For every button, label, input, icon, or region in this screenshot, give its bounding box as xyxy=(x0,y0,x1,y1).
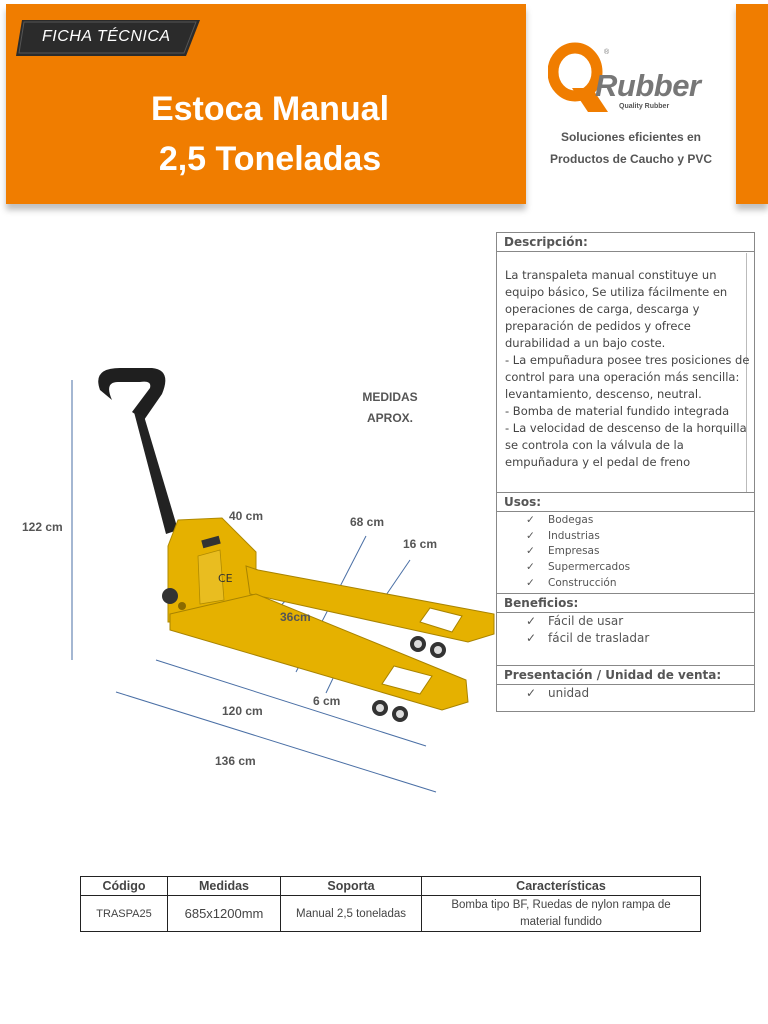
descripcion-text xyxy=(505,267,750,471)
cell-caracteristicas xyxy=(422,896,701,932)
dim-136: 136 cm xyxy=(215,754,256,768)
desc-line: levantamiento, descenso, neutral. xyxy=(505,387,702,401)
usos-item: Supermercados xyxy=(548,561,631,573)
check-icon: ✓ xyxy=(526,561,535,573)
list-item xyxy=(526,614,623,628)
check-icon: ✓ xyxy=(526,545,535,557)
list-item xyxy=(526,577,617,589)
cell-codigo: TRASPA25 xyxy=(81,896,168,932)
slogan xyxy=(546,126,716,170)
desc-line: equipo básico, Se utiliza fácilmente en xyxy=(505,285,728,299)
desc-line: preparación de pedidos y ofrece xyxy=(505,319,691,333)
desc-line: control para una operación más sencilla: xyxy=(505,370,740,384)
list-item xyxy=(526,530,600,542)
logo-tagline: Quality Rubber xyxy=(619,103,670,110)
dim-120: 120 cm xyxy=(222,704,263,718)
list-item xyxy=(526,686,589,700)
qrubber-logo xyxy=(548,42,728,118)
title-line-1: Estoca Manual xyxy=(150,90,390,128)
beneficios-item: fácil de trasladar xyxy=(548,631,650,645)
ficha-tecnica-label: FICHA TÉCNICA xyxy=(42,28,171,45)
medidas-line-1: MEDIDAS xyxy=(362,390,418,404)
desc-line: empuñadura y el pedal de freno xyxy=(505,455,691,469)
page-title xyxy=(100,84,440,184)
dim-6: 6 cm xyxy=(313,694,341,708)
caracteristicas-line-2: material fundido xyxy=(520,915,602,928)
desc-line: operaciones de carga, descarga y xyxy=(505,302,700,316)
col-header-soporta: Soporta xyxy=(281,877,422,896)
usos-item: Bodegas xyxy=(548,514,594,526)
logo-registered-mark: ® xyxy=(604,49,610,56)
ficha-tecnica-tag xyxy=(16,20,196,54)
beneficios-heading: Beneficios: xyxy=(497,594,754,613)
title-line-2: 2,5 Toneladas xyxy=(158,140,382,178)
dim-40: 40 cm xyxy=(229,509,264,523)
col-header-caracteristicas: Características xyxy=(422,877,701,896)
usos-item: Construcción xyxy=(548,577,617,589)
info-panel xyxy=(496,232,755,712)
table-row xyxy=(81,896,701,932)
slogan-line-1: Soluciones eficientes en xyxy=(560,130,702,144)
check-icon: ✓ xyxy=(526,686,537,700)
desc-line: - Bomba de material fundido integrada xyxy=(505,404,730,418)
svg-text:CE: CE xyxy=(218,572,233,585)
check-icon: ✓ xyxy=(526,614,537,628)
check-icon: ✓ xyxy=(526,530,535,542)
pallet-jack-diagram xyxy=(0,360,500,800)
desc-line: - La velocidad de descenso de la horquilla xyxy=(505,421,747,435)
dim-36: 36cm xyxy=(280,610,311,624)
desc-line: La transpaleta manual constituye un xyxy=(505,268,717,282)
col-header-codigo: Código xyxy=(81,877,168,896)
spec-table xyxy=(80,876,701,932)
header-side-strip xyxy=(736,4,768,204)
descripcion-heading: Descripción: xyxy=(497,233,754,252)
usos-heading: Usos: xyxy=(497,493,754,512)
list-item xyxy=(526,631,649,645)
desc-line: - La empuñadura posee tres posiciones de xyxy=(505,353,750,367)
desc-line: se controla con la válvula de la xyxy=(505,438,684,452)
usos-item: Empresas xyxy=(548,545,600,557)
cell-medidas: 685x1200mm xyxy=(168,896,281,932)
logo-wordmark: Rubber xyxy=(595,68,701,103)
slogan-line-2: Productos de Caucho y PVC xyxy=(549,152,713,166)
cell-soporta: Manual 2,5 toneladas xyxy=(281,896,422,932)
medidas-line-2: APROX. xyxy=(366,411,413,425)
check-icon: ✓ xyxy=(526,514,535,526)
desc-line: durabilidad a un bajo coste. xyxy=(505,336,666,350)
list-item xyxy=(526,545,599,557)
dim-height: 122 cm xyxy=(22,520,63,534)
presentacion-heading: Presentación / Unidad de venta: xyxy=(497,666,754,685)
check-icon: ✓ xyxy=(526,631,537,645)
list-item xyxy=(526,561,630,573)
list-item xyxy=(526,514,593,526)
table-header-row xyxy=(81,877,701,896)
caracteristicas-line-1: Bomba tipo BF, Ruedas de nylon rampa de xyxy=(451,898,671,911)
check-icon: ✓ xyxy=(526,577,535,589)
dim-16: 16 cm xyxy=(403,537,438,551)
medidas-note xyxy=(340,387,440,429)
usos-item: Industrias xyxy=(548,530,600,542)
col-header-medidas: Medidas xyxy=(168,877,281,896)
dim-68: 68 cm xyxy=(350,515,385,529)
presentacion-item: unidad xyxy=(548,686,590,700)
beneficios-item: Fácil de usar xyxy=(548,614,624,628)
